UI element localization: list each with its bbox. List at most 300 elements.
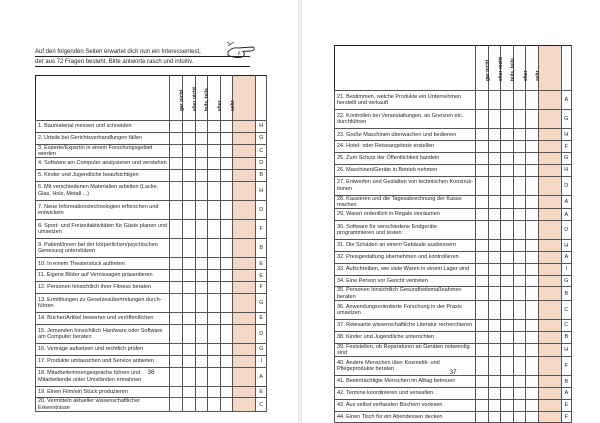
answer-box[interactable] (501, 356, 513, 375)
answer-box[interactable] (208, 239, 221, 258)
scale-header-label: eher (216, 100, 223, 111)
answer-box[interactable] (208, 312, 221, 324)
question-text: 20. Vermitteln aktueller wissenschaftlicher Erkenntnisse (36, 398, 170, 411)
questionnaire-table-left (35, 75, 267, 412)
answer-box[interactable] (220, 169, 233, 181)
answer-box[interactable] (195, 258, 208, 270)
answer-box[interactable] (208, 132, 221, 144)
answer-box[interactable] (501, 275, 513, 287)
answer-box[interactable] (526, 164, 538, 176)
answer-box[interactable] (501, 263, 513, 275)
question-text: 5. Kinder und Jugendliche beaufsichtigen (36, 169, 170, 181)
answer-box[interactable] (513, 176, 525, 195)
answer-box[interactable] (526, 141, 538, 153)
answer-box[interactable] (526, 220, 538, 239)
answer-box[interactable] (488, 343, 500, 356)
result-cell[interactable] (233, 398, 256, 411)
answer-box[interactable] (220, 324, 233, 343)
result-cell[interactable] (538, 387, 561, 399)
answer-box[interactable] (220, 200, 233, 219)
answer-box[interactable] (195, 181, 208, 200)
answer-box[interactable] (208, 293, 221, 312)
result-cell[interactable] (538, 411, 561, 423)
answer-box[interactable] (526, 331, 538, 343)
answer-box[interactable] (501, 331, 513, 343)
answer-box[interactable] (170, 343, 183, 355)
answer-box[interactable] (526, 91, 538, 110)
answer-box[interactable] (476, 300, 488, 319)
answer-box[interactable] (526, 176, 538, 195)
answer-box[interactable] (182, 121, 195, 133)
answer-box[interactable] (513, 141, 525, 153)
answer-box[interactable] (476, 399, 488, 411)
category-code: A (561, 209, 571, 221)
result-cell[interactable] (233, 219, 256, 238)
answer-box[interactable] (182, 239, 195, 258)
category-code: E (561, 399, 571, 411)
answer-box[interactable] (526, 356, 538, 375)
answer-box[interactable] (526, 411, 538, 423)
answer-box[interactable] (476, 356, 488, 375)
result-cell[interactable] (233, 324, 256, 343)
answer-box[interactable] (182, 258, 195, 270)
answer-box[interactable] (513, 356, 525, 375)
answer-box[interactable] (476, 411, 488, 423)
answer-box[interactable] (488, 287, 500, 300)
answer-box[interactable] (182, 200, 195, 219)
result-cell[interactable] (538, 251, 561, 263)
answer-box[interactable] (513, 195, 525, 208)
answer-box[interactable] (476, 129, 488, 141)
question-row (335, 399, 572, 411)
answer-box[interactable] (526, 129, 538, 141)
question-text: 26. Maschinen/Geräte in Betrieb nehmen (335, 164, 476, 176)
answer-box[interactable] (501, 91, 513, 110)
answer-box[interactable] (170, 270, 183, 282)
answer-box[interactable] (526, 209, 538, 221)
answer-box[interactable] (220, 181, 233, 200)
header-blank-cell (335, 46, 476, 91)
answer-box[interactable] (501, 251, 513, 263)
answer-box[interactable] (526, 387, 538, 399)
question-text: 8. Sport- und Freizeitaktivitäten für Gäste planen und umsetzen (36, 219, 170, 238)
answer-box[interactable] (513, 240, 525, 252)
answer-box[interactable] (513, 376, 525, 388)
result-cell[interactable] (233, 367, 256, 386)
answer-box[interactable] (501, 195, 513, 208)
answer-box[interactable] (526, 195, 538, 208)
answer-box[interactable] (513, 387, 525, 399)
answer-box[interactable] (476, 240, 488, 252)
answer-box[interactable] (513, 287, 525, 300)
result-cell[interactable] (233, 121, 256, 133)
answer-box[interactable] (501, 343, 513, 356)
question-text: 21. Bestimmen, welche Produkte ein Unternehmen herstellt und verkauft (335, 91, 476, 110)
answer-box[interactable] (220, 144, 233, 157)
answer-box[interactable] (182, 343, 195, 355)
answer-box[interactable] (170, 367, 183, 386)
answer-box[interactable] (501, 164, 513, 176)
answer-box[interactable] (488, 275, 500, 287)
answer-box[interactable] (501, 399, 513, 411)
result-cell[interactable] (538, 195, 561, 208)
answer-box[interactable] (526, 376, 538, 388)
answer-box[interactable] (208, 144, 221, 157)
category-code: A (256, 367, 267, 386)
result-cell[interactable] (538, 141, 561, 153)
answer-box[interactable] (513, 152, 525, 164)
answer-box[interactable] (195, 132, 208, 144)
question-row (335, 141, 572, 153)
answer-box[interactable] (220, 121, 233, 133)
result-cell[interactable] (233, 239, 256, 258)
result-cell[interactable] (233, 200, 256, 219)
answer-box[interactable] (220, 398, 233, 411)
answer-box[interactable] (476, 387, 488, 399)
question-row (335, 152, 572, 164)
result-cell[interactable] (538, 275, 561, 287)
answer-box[interactable] (526, 399, 538, 411)
answer-box[interactable] (208, 181, 221, 200)
answer-box[interactable] (220, 355, 233, 367)
answer-box[interactable] (526, 343, 538, 356)
answer-box[interactable] (195, 355, 208, 367)
answer-box[interactable] (513, 91, 525, 110)
result-cell[interactable] (233, 181, 256, 200)
answer-box[interactable] (488, 387, 500, 399)
answer-box[interactable] (195, 144, 208, 157)
answer-box[interactable] (170, 158, 183, 170)
question-text: 15. Jemanden hinsichtlich Hardware oder Software am Computer beraten (36, 324, 170, 343)
answer-box[interactable] (208, 324, 221, 343)
answer-box[interactable] (488, 263, 500, 275)
answer-box[interactable] (170, 132, 183, 144)
answer-box[interactable] (220, 367, 233, 386)
result-cell[interactable] (233, 355, 256, 367)
answer-box[interactable] (526, 251, 538, 263)
answer-box[interactable] (488, 251, 500, 263)
answer-box[interactable] (501, 319, 513, 331)
pointing-hand-icon (226, 38, 256, 62)
answer-box[interactable] (488, 240, 500, 252)
answer-box[interactable] (501, 300, 513, 319)
result-cell[interactable] (538, 209, 561, 221)
answer-box[interactable] (208, 219, 221, 238)
answer-box[interactable] (170, 398, 183, 411)
result-column-header (233, 76, 256, 121)
answer-box[interactable] (170, 281, 183, 293)
result-cell[interactable] (233, 386, 256, 398)
question-text: 32. Preisgestaltung übernehmen und kontrollieren (335, 251, 476, 263)
answer-box[interactable] (501, 376, 513, 388)
answer-box[interactable] (513, 331, 525, 343)
result-cell[interactable] (538, 300, 561, 319)
result-cell[interactable] (538, 399, 561, 411)
answer-box[interactable] (182, 169, 195, 181)
answer-box[interactable] (170, 386, 183, 398)
answer-box[interactable] (476, 331, 488, 343)
category-code: G (256, 293, 267, 312)
answer-box[interactable] (182, 144, 195, 157)
answer-box[interactable] (195, 239, 208, 258)
answer-box[interactable] (220, 270, 233, 282)
answer-box[interactable] (488, 300, 500, 319)
answer-box[interactable] (208, 169, 221, 181)
answer-box[interactable] (476, 251, 488, 263)
answer-box[interactable] (195, 398, 208, 411)
answer-box[interactable] (501, 110, 513, 129)
question-text: 28. Kassieren und die Tagesabrechnung der Kasse machen (335, 195, 476, 208)
answer-box[interactable] (476, 319, 488, 331)
answer-box[interactable] (208, 158, 221, 170)
answer-box[interactable] (208, 270, 221, 282)
answer-box[interactable] (513, 300, 525, 319)
answer-box[interactable] (476, 209, 488, 221)
answer-box[interactable] (182, 398, 195, 411)
answer-box[interactable] (513, 343, 525, 356)
result-cell[interactable] (233, 293, 256, 312)
result-cell[interactable] (538, 331, 561, 343)
answer-box[interactable] (501, 209, 513, 221)
answer-box[interactable] (488, 220, 500, 239)
answer-box[interactable] (513, 251, 525, 263)
answer-box[interactable] (220, 281, 233, 293)
result-cell[interactable] (233, 281, 256, 293)
answer-box[interactable] (208, 398, 221, 411)
answer-box[interactable] (195, 312, 208, 324)
answer-box[interactable] (476, 195, 488, 208)
answer-box[interactable] (208, 367, 221, 386)
question-row (36, 386, 267, 398)
result-cell[interactable] (538, 319, 561, 331)
question-text: 33. Aufschreiben, wie viele Waren in einem Lager sind (335, 263, 476, 275)
answer-box[interactable] (195, 200, 208, 219)
answer-box[interactable] (195, 281, 208, 293)
result-cell[interactable] (233, 343, 256, 355)
answer-box[interactable] (170, 258, 183, 270)
answer-box[interactable] (476, 343, 488, 356)
answer-box[interactable] (182, 386, 195, 398)
answer-box[interactable] (195, 219, 208, 238)
question-text: 17. Produkte umtauschen und Service anbieten (36, 355, 170, 367)
answer-box[interactable] (526, 275, 538, 287)
result-cell[interactable] (538, 263, 561, 275)
answer-box[interactable] (208, 343, 221, 355)
answer-box[interactable] (513, 129, 525, 141)
answer-box[interactable] (182, 181, 195, 200)
result-cell[interactable] (538, 356, 561, 375)
answer-box[interactable] (488, 209, 500, 221)
category-code: H (256, 121, 267, 133)
result-cell[interactable] (538, 240, 561, 252)
answer-box[interactable] (476, 376, 488, 388)
answer-box[interactable] (488, 152, 500, 164)
question-row (335, 240, 572, 252)
answer-box[interactable] (488, 141, 500, 153)
answer-box[interactable] (513, 275, 525, 287)
answer-box[interactable] (488, 356, 500, 375)
answer-box[interactable] (501, 176, 513, 195)
answer-box[interactable] (220, 239, 233, 258)
result-cell[interactable] (233, 169, 256, 181)
answer-box[interactable] (182, 293, 195, 312)
answer-box[interactable] (170, 169, 183, 181)
answer-box[interactable] (501, 240, 513, 252)
answer-box[interactable] (488, 129, 500, 141)
answer-box[interactable] (220, 219, 233, 238)
answer-box[interactable] (195, 386, 208, 398)
answer-box[interactable] (195, 324, 208, 343)
category-code: G (256, 343, 267, 355)
answer-box[interactable] (476, 176, 488, 195)
answer-box[interactable] (208, 355, 221, 367)
category-code: G (561, 275, 571, 287)
result-cell[interactable] (538, 176, 561, 195)
answer-box[interactable] (501, 152, 513, 164)
answer-box[interactable] (208, 121, 221, 133)
answer-box[interactable] (208, 386, 221, 398)
answer-box[interactable] (476, 91, 488, 110)
answer-box[interactable] (182, 219, 195, 238)
result-cell[interactable] (233, 258, 256, 270)
answer-box[interactable] (526, 152, 538, 164)
answer-box[interactable] (182, 281, 195, 293)
answer-box[interactable] (526, 110, 538, 129)
question-text: 27. Entwerfen und Gestalten von technischen Konstruk-tionen (335, 176, 476, 195)
result-cell[interactable] (538, 110, 561, 129)
answer-box[interactable] (476, 164, 488, 176)
answer-box[interactable] (501, 411, 513, 423)
answer-box[interactable] (488, 331, 500, 343)
answer-box[interactable] (170, 181, 183, 200)
answer-box[interactable] (208, 281, 221, 293)
answer-box[interactable] (526, 263, 538, 275)
answer-box[interactable] (170, 219, 183, 238)
answer-box[interactable] (182, 270, 195, 282)
result-cell[interactable] (538, 91, 561, 110)
answer-box[interactable] (488, 91, 500, 110)
answer-box[interactable] (501, 220, 513, 239)
answer-box[interactable] (488, 399, 500, 411)
question-text: 1. Baumaterial messen und schneiden (36, 121, 170, 133)
answer-box[interactable] (488, 319, 500, 331)
answer-box[interactable] (476, 275, 488, 287)
answer-box[interactable] (220, 343, 233, 355)
result-cell[interactable] (233, 270, 256, 282)
answer-box[interactable] (170, 200, 183, 219)
answer-box[interactable] (526, 300, 538, 319)
result-cell[interactable] (538, 152, 561, 164)
answer-box[interactable] (513, 263, 525, 275)
answer-box[interactable] (476, 287, 488, 300)
result-cell[interactable] (233, 312, 256, 324)
answer-box[interactable] (513, 164, 525, 176)
answer-box[interactable] (182, 367, 195, 386)
question-text: 16. Verträge aufsetzen und rechtlich prüfen (36, 343, 170, 355)
answer-box[interactable] (195, 293, 208, 312)
answer-box[interactable] (513, 399, 525, 411)
answer-box[interactable] (513, 110, 525, 129)
answer-box[interactable] (195, 169, 208, 181)
result-cell[interactable] (233, 132, 256, 144)
answer-box[interactable] (501, 129, 513, 141)
answer-box[interactable] (182, 324, 195, 343)
question-text: 30. Software für verschiedene Endgeräte programmieren und testen (335, 220, 476, 239)
answer-box[interactable] (195, 270, 208, 282)
answer-box[interactable] (526, 240, 538, 252)
answer-box[interactable] (513, 319, 525, 331)
answer-box[interactable] (220, 293, 233, 312)
question-row (36, 158, 267, 170)
answer-box[interactable] (513, 411, 525, 423)
answer-box[interactable] (526, 287, 538, 300)
answer-box[interactable] (220, 132, 233, 144)
answer-box[interactable] (182, 312, 195, 324)
answer-box[interactable] (476, 220, 488, 239)
answer-box[interactable] (220, 386, 233, 398)
answer-box[interactable] (488, 164, 500, 176)
answer-box[interactable] (182, 355, 195, 367)
answer-box[interactable] (501, 287, 513, 300)
answer-box[interactable] (182, 132, 195, 144)
answer-box[interactable] (170, 144, 183, 157)
answer-box[interactable] (170, 312, 183, 324)
result-cell[interactable] (538, 287, 561, 300)
result-cell[interactable] (233, 158, 256, 170)
answer-box[interactable] (488, 195, 500, 208)
answer-box[interactable] (220, 312, 233, 324)
category-code: D (256, 158, 267, 170)
answer-box[interactable] (170, 355, 183, 367)
answer-box[interactable] (195, 367, 208, 386)
answer-box[interactable] (513, 220, 525, 239)
answer-box[interactable] (526, 319, 538, 331)
result-cell[interactable] (538, 343, 561, 356)
answer-box[interactable] (208, 258, 221, 270)
answer-box[interactable] (488, 411, 500, 423)
answer-box[interactable] (182, 158, 195, 170)
answer-box[interactable] (476, 141, 488, 153)
answer-box[interactable] (513, 209, 525, 221)
answer-box[interactable] (208, 200, 221, 219)
answer-box[interactable] (476, 110, 488, 129)
result-cell[interactable] (538, 376, 561, 388)
answer-box[interactable] (488, 376, 500, 388)
answer-box[interactable] (170, 324, 183, 343)
answer-box[interactable] (170, 121, 183, 133)
answer-box[interactable] (195, 121, 208, 133)
answer-box[interactable] (488, 110, 500, 129)
result-cell[interactable] (538, 220, 561, 239)
result-cell[interactable] (233, 144, 256, 157)
question-text: 23. Große Maschinen überwachen und bedienen (335, 129, 476, 141)
answer-box[interactable] (220, 258, 233, 270)
category-code: D (256, 324, 267, 343)
scale-header-cell (220, 76, 236, 121)
answer-box[interactable] (501, 387, 513, 399)
answer-box[interactable] (170, 293, 183, 312)
answer-box[interactable] (220, 158, 233, 170)
answer-box[interactable] (170, 239, 183, 258)
result-cell[interactable] (538, 129, 561, 141)
answer-box[interactable] (476, 152, 488, 164)
answer-box[interactable] (501, 141, 513, 153)
answer-box[interactable] (476, 263, 488, 275)
answer-box[interactable] (195, 158, 208, 170)
answer-box[interactable] (488, 176, 500, 195)
answer-box[interactable] (195, 343, 208, 355)
result-cell[interactable] (538, 164, 561, 176)
